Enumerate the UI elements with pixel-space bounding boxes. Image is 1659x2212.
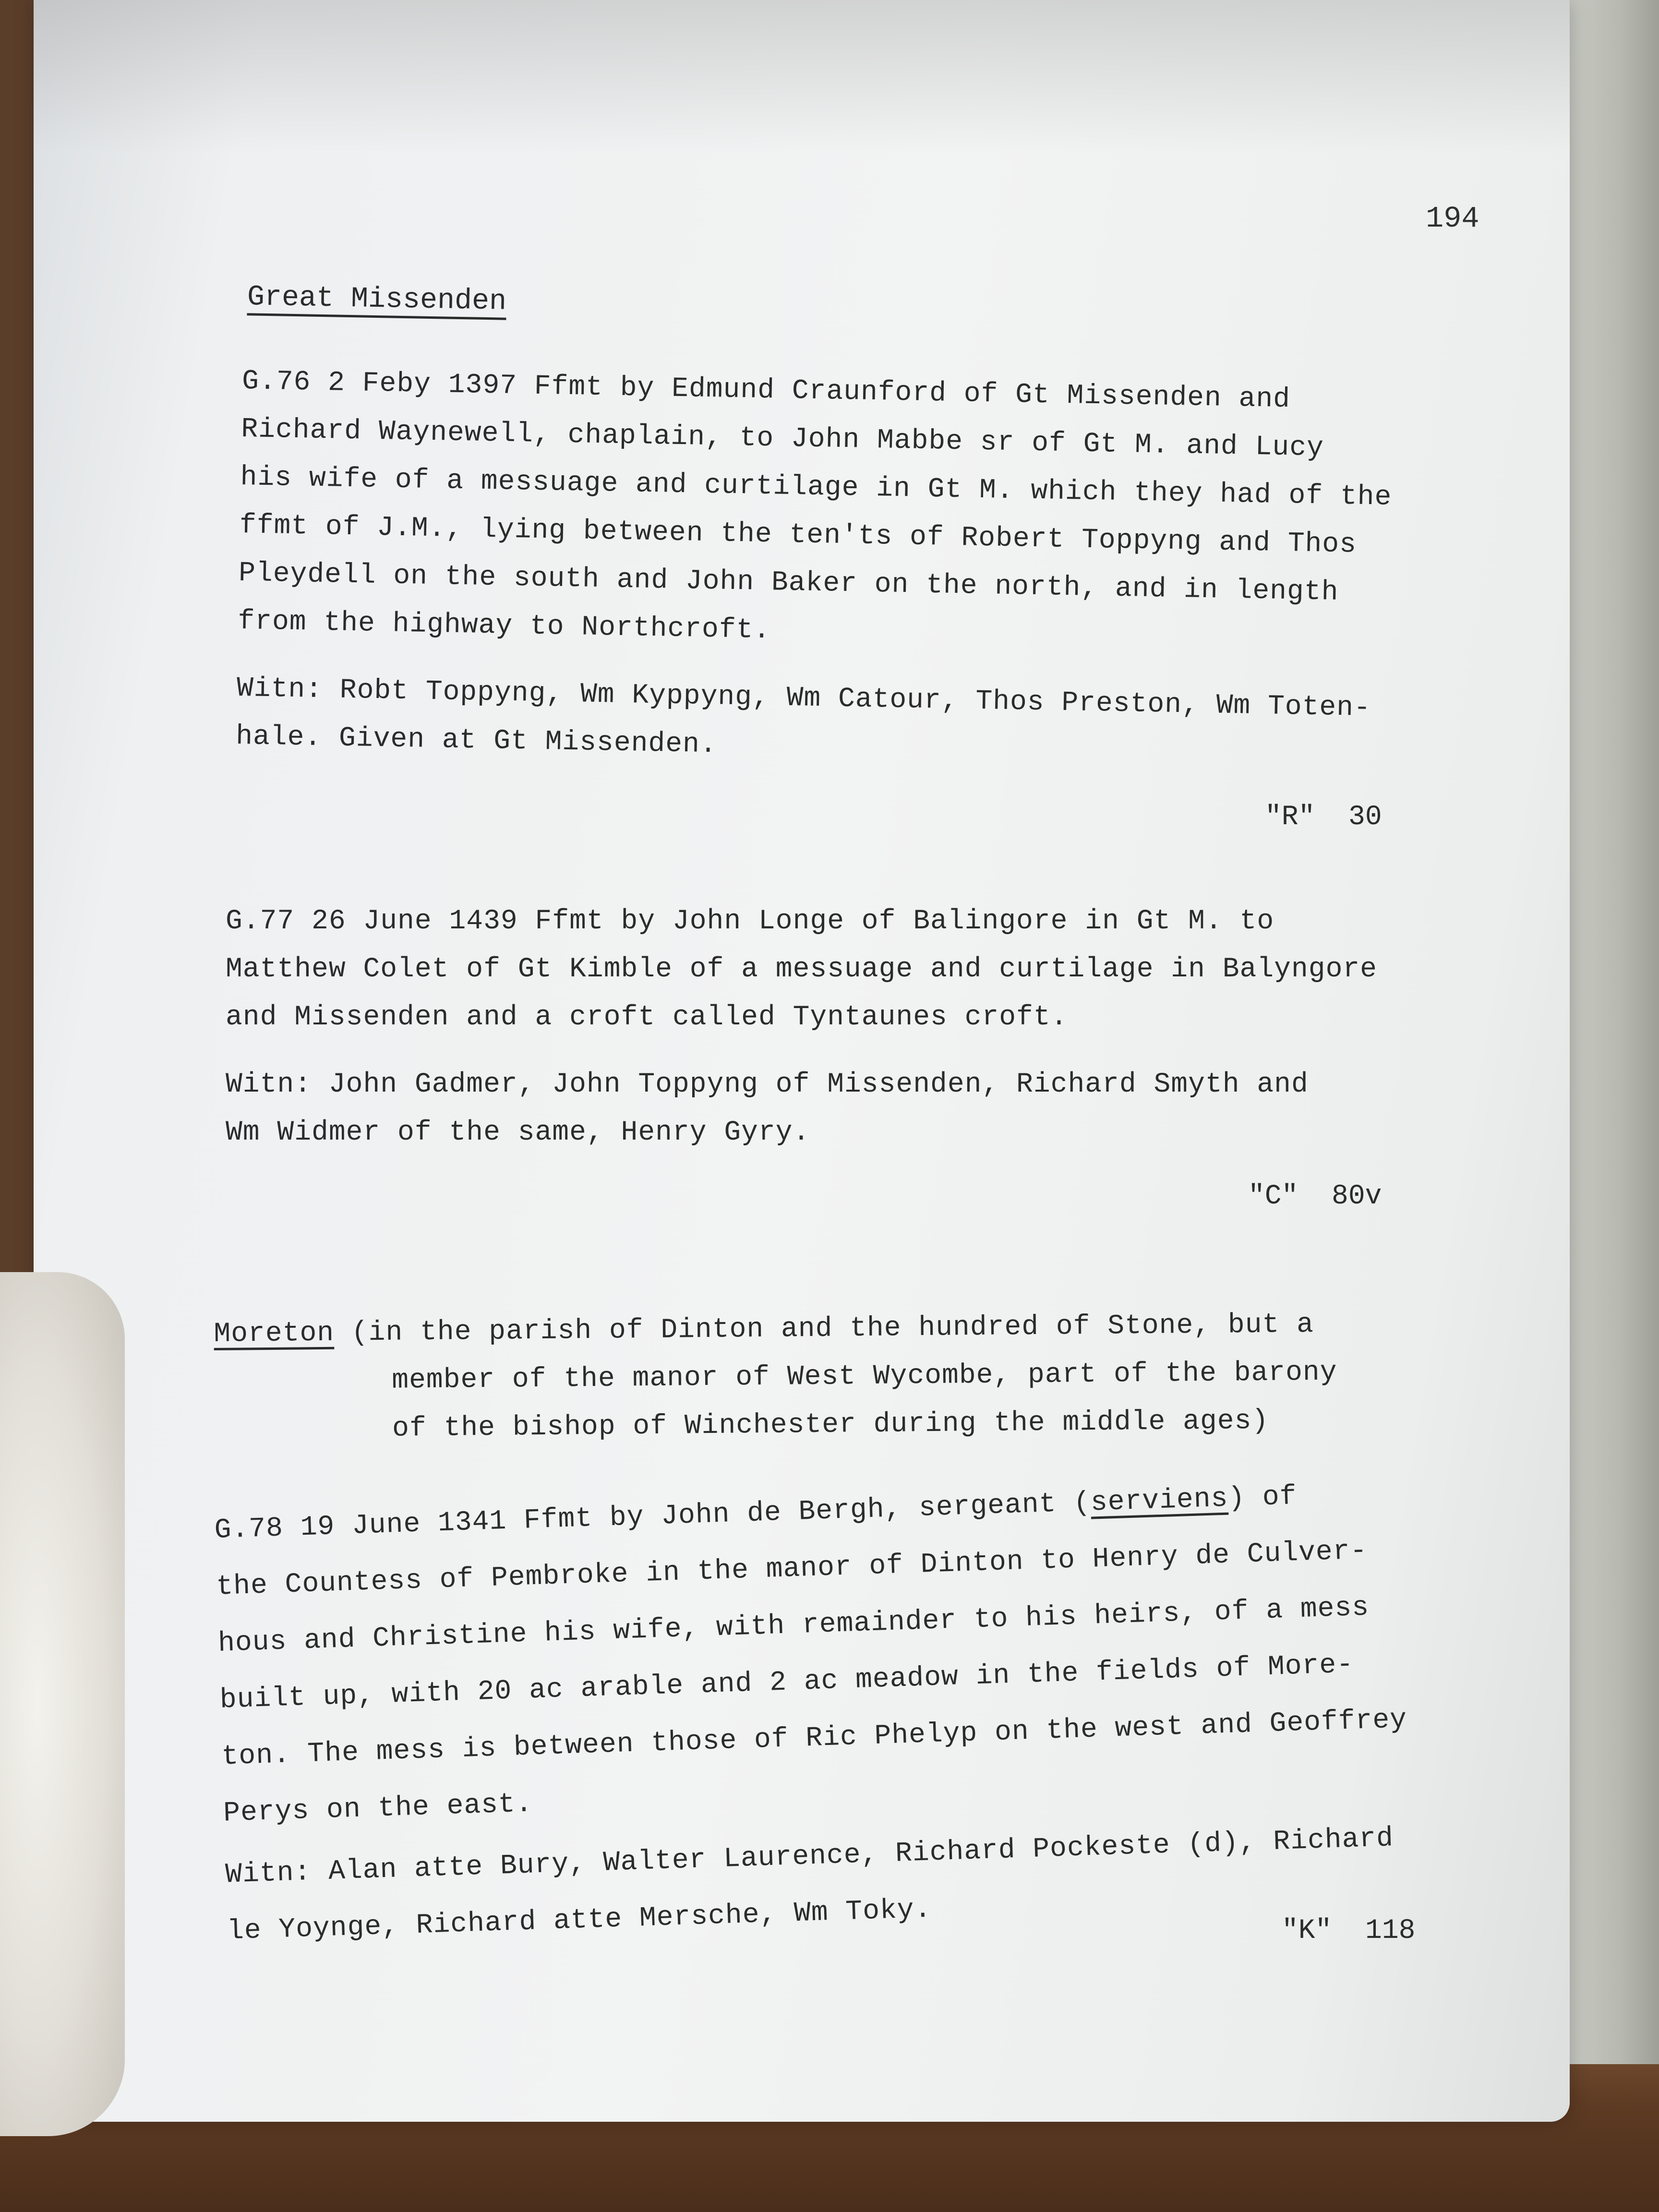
reference-g76: "R" 30 bbox=[1265, 802, 1382, 833]
reference-g78: "K" 118 bbox=[1282, 1915, 1416, 1947]
entry-g76 bbox=[235, 358, 1461, 782]
entry-line: Pleydell on the south and John Baker on the north, and in length bbox=[238, 557, 1339, 608]
entry-line: Matthew Colet of Gt Kimble of a messuage and curtilage in Balyngore bbox=[226, 954, 1377, 985]
witness-line: hale. Given at Gt Missenden. bbox=[235, 721, 718, 761]
section-heading-moreton: Moreton bbox=[214, 1317, 335, 1350]
witness-line: Witn: Alan atte Bury, Walter Laurence, Richard Pockeste (d), Richard bbox=[225, 1823, 1395, 1891]
entry-line: from the highway to Northcroft. bbox=[237, 605, 771, 647]
cloth-fold bbox=[0, 1272, 125, 2136]
entry-line: ton. The mess is between those of Ric Phelyp on the west and Geoffrey bbox=[221, 1704, 1408, 1773]
page-number: 194 bbox=[1426, 202, 1479, 236]
entry-line: and Missenden and a croft called Tyntaunes croft. bbox=[226, 1002, 1068, 1033]
entry-line: hous and Christine his wife, with remainder to his heirs, of a mess bbox=[217, 1592, 1370, 1659]
entry-line: Perys on the east. bbox=[223, 1788, 533, 1829]
underlined-term: serviens bbox=[1090, 1483, 1229, 1519]
heading-note-line: member of the manor of West Wycombe, part of the barony bbox=[392, 1357, 1337, 1396]
document-page bbox=[34, 0, 1570, 2122]
witness-line: Wm Widmer of the same, Henry Gyry. bbox=[226, 1117, 810, 1148]
entry-line: his wife of a messuage and curtilage in Gt M. which they had of the bbox=[240, 461, 1392, 513]
entry-g77 bbox=[226, 898, 1445, 1157]
entry-line-end: ) of bbox=[1227, 1481, 1298, 1515]
reference-g77: "C" 80v bbox=[1248, 1181, 1382, 1212]
section-heading-great-missenden: Great Missenden bbox=[247, 281, 507, 318]
entry-line: G.77 26 June 1439 Ffmt by John Longe of Balingore in Gt M. to bbox=[226, 906, 1274, 937]
book-edge bbox=[1563, 0, 1659, 2064]
entry-line: G.76 2 Feby 1397 Ffmt by Edmund Craunford of Gt Missenden and bbox=[241, 365, 1291, 416]
page-shadow bbox=[34, 0, 1570, 154]
entry-line: the Countess of Pembroke in the manor of Dinton to Henry de Culver- bbox=[216, 1535, 1368, 1603]
entry-line: built up, with 20 ac arable and 2 ac meadow in the fields of More- bbox=[219, 1649, 1354, 1716]
section-moreton bbox=[214, 1300, 1444, 1455]
entry-line-start: G.78 19 June 1341 Ffmt by John de Bergh, sergeant ( bbox=[214, 1487, 1092, 1546]
entry-line: Richard Waynewell, chaplain, to John Mabbe sr of Gt M. and Lucy bbox=[240, 413, 1324, 464]
heading-note-line: of the bishop of Winchester during the middle ages) bbox=[392, 1405, 1269, 1444]
entry-line: ffmt of J.M., lying between the ten'ts of Robert Toppyng and Thos bbox=[239, 509, 1357, 561]
witness-line: le Yoynge, Richard atte Mersche, Wm Toky. bbox=[227, 1894, 932, 1948]
witness-line: Witn: John Gadmer, John Toppyng of Missenden, Richard Smyth and bbox=[226, 1069, 1309, 1100]
entry-g78 bbox=[214, 1464, 1447, 1960]
witness-list bbox=[235, 665, 1456, 782]
witness-list bbox=[226, 1061, 1445, 1157]
heading-note-line: (in the parish of Dinton and the hundred of Stone, but a bbox=[351, 1309, 1314, 1349]
witness-line: Witn: Robt Toppyng, Wm Kyppyng, Wm Catour, Thos Preston, Wm Toten- bbox=[236, 673, 1371, 724]
